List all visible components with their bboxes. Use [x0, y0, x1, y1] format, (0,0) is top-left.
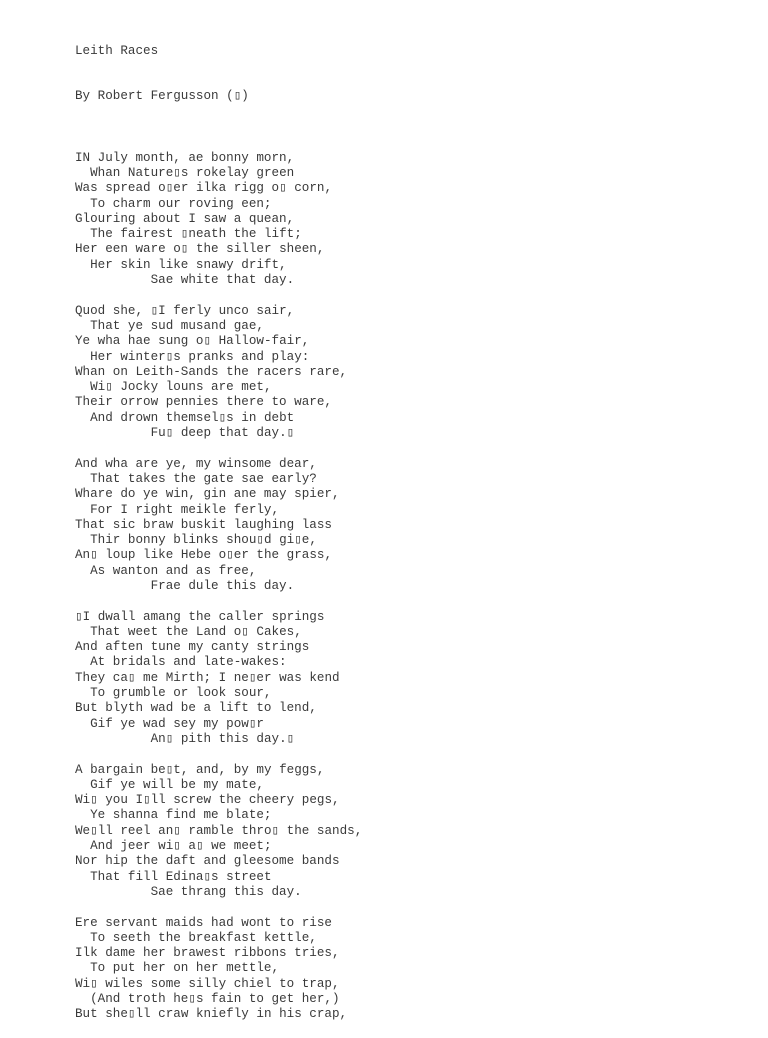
poem-byline: By Robert Fergusson (▯) — [75, 89, 249, 104]
poem-line: To seeth the breakfast kettle, — [75, 930, 317, 945]
poem-line: Their orrow pennies there to ware, — [75, 395, 332, 410]
poem-line: To grumble or look sour, — [75, 686, 272, 701]
poem-line: An▯ loup like Hebe o▯er the grass, — [75, 548, 333, 563]
poem-line — [75, 441, 362, 456]
poem-line: Quod she, ▯I ferly unco sair, — [75, 303, 295, 318]
poem-line: An▯ pith this day.▯ — [75, 731, 295, 746]
poem-line: Sae white that day. — [75, 273, 295, 288]
poem-line: As wanton and as free, — [75, 563, 257, 578]
poem-line: Frae dule this day. — [75, 578, 295, 593]
poem-line: That takes the gate sae early? — [75, 471, 317, 486]
poem-line: And jeer wi▯ a▯ we meet; — [75, 839, 272, 854]
poem-line: Her een ware o▯ the siller sheen, — [75, 242, 325, 257]
poem-line: To put her on her mettle, — [75, 961, 280, 976]
poem-line: Ye shanna find me blate; — [75, 808, 272, 823]
poem-line: At bridals and late-wakes: — [75, 655, 287, 670]
poem-line: For I right meikle ferly, — [75, 502, 280, 517]
poem-line: Whan on Leith-Sands the racers rare, — [75, 364, 348, 379]
poem-body — [75, 135, 362, 1022]
poem-line: Thir bonny blinks shou▯d gi▯e, — [75, 533, 317, 548]
poem-line — [75, 288, 362, 303]
poem-line: Her winter▯s pranks and play: — [75, 349, 310, 364]
poem-line: And drown themsel▯s in debt — [75, 410, 295, 425]
poem-line — [75, 594, 362, 609]
poem-line: Wi▯ you I▯ll screw the cheery pegs, — [75, 793, 340, 808]
poem-line: Fu▯ deep that day.▯ — [75, 426, 295, 441]
poem-line — [75, 135, 362, 150]
poem-line: IN July month, ae bonny morn, — [75, 150, 295, 165]
poem-line: Sae thrang this day. — [75, 884, 302, 899]
poem-line: And aften tune my canty strings — [75, 640, 310, 655]
poem-line: Glouring about I saw a quean, — [75, 211, 295, 226]
poem-line: The fairest ▯neath the lift; — [75, 227, 302, 242]
poem-line — [75, 747, 362, 762]
poem-line: Whan Nature▯s rokelay green — [75, 165, 295, 180]
poem-line: ▯I dwall amang the caller springs — [75, 609, 325, 624]
poem-line: That fill Edina▯s street — [75, 869, 272, 884]
poem-line: They ca▯ me Mirth; I ne▯er was kend — [75, 670, 340, 685]
poem-line: (And troth he▯s fain to get her,) — [75, 992, 340, 1006]
poem-line: Wi▯ wiles some silly chiel to trap, — [75, 976, 340, 991]
poem-line: Was spread o▯er ilka rigg o▯ corn, — [75, 181, 333, 196]
poem-line: Gif ye wad sey my pow▯r — [75, 716, 264, 731]
poem-title: Leith Races — [75, 43, 159, 58]
poem-line: Ere servant maids had wont to rise — [75, 915, 332, 930]
poem-line: That ye sud musand gae, — [75, 318, 264, 333]
poem-line: That weet the Land o▯ Cakes, — [75, 624, 302, 639]
poem-line: We▯ll reel an▯ ramble thro▯ the sands, — [75, 823, 363, 838]
poem-line — [75, 900, 362, 915]
poem-line: Whare do ye win, gin ane may spier, — [75, 487, 340, 502]
poem-line: But blyth wad be a lift to lend, — [75, 701, 317, 716]
poem-line: Gif ye will be my mate, — [75, 777, 264, 792]
poem-line: Her skin like snawy drift, — [75, 257, 287, 272]
poem-document — [75, 13, 362, 1038]
poem-line: To charm our roving een; — [75, 196, 272, 211]
poem-line: Wi▯ Jocky louns are met, — [75, 380, 272, 395]
poem-line: A bargain be▯t, and, by my feggs, — [75, 762, 325, 777]
poem-line: Nor hip the daft and gleesome bands — [75, 854, 340, 869]
poem-line: That sic braw buskit laughing lass — [75, 517, 332, 532]
poem-line: And wha are ye, my winsome dear, — [75, 456, 317, 471]
poem-line: But she▯ll craw kniefly in his crap, — [75, 1007, 348, 1022]
poem-line: Ilk dame her brawest ribbons tries, — [75, 946, 340, 961]
poem-line: Ye wha hae sung o▯ Hallow-fair, — [75, 334, 310, 349]
